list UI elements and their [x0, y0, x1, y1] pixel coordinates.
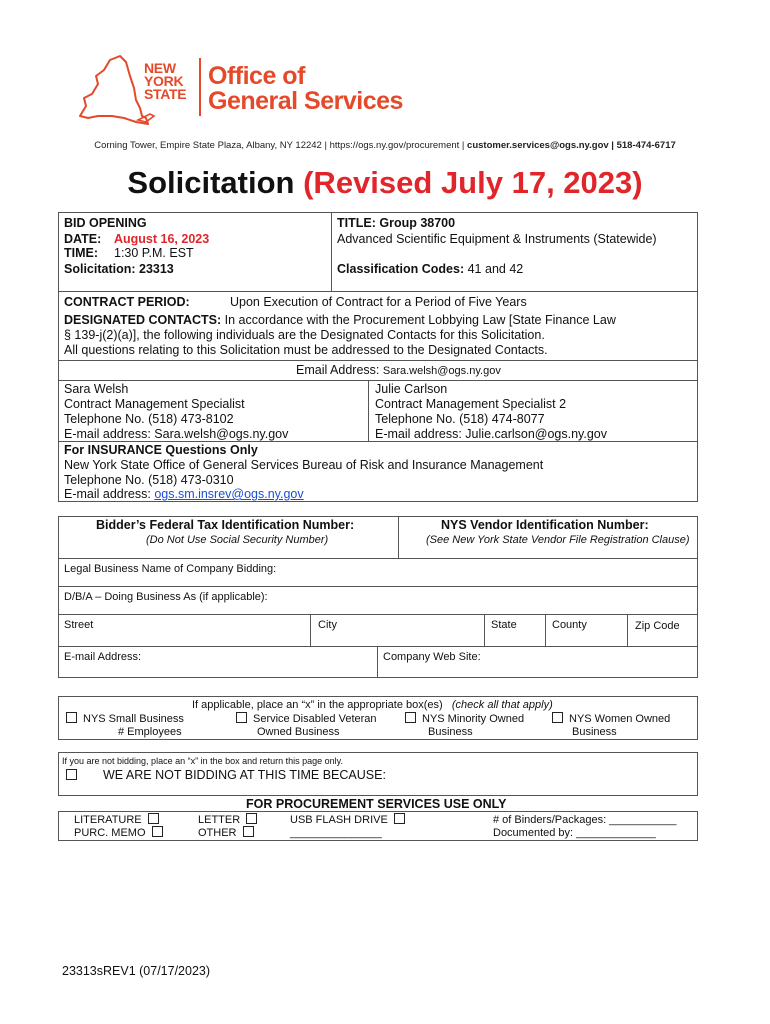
nys-women-owned-checkbox[interactable] — [552, 712, 563, 723]
city-field[interactable]: City — [318, 619, 337, 631]
bid-date-value: August 16, 2023 — [114, 232, 210, 246]
classification-codes: Classification Codes: 41 and 42 — [337, 262, 524, 276]
contract-period-label: CONTRACT PERIOD: — [64, 295, 190, 309]
ogs-logo — [76, 54, 416, 128]
letter-option[interactable]: LETTER — [198, 813, 263, 828]
contract-description: Advanced Scientific Equipment & Instruments (Statewide) — [337, 232, 657, 246]
employees-count-label: # Employees — [118, 726, 182, 738]
street-field[interactable]: Street — [64, 619, 94, 631]
logo-divider — [199, 58, 201, 116]
revised-date: (Revised July 17, 2023) — [303, 165, 643, 200]
new-york-state-wordmark: NEW YORK STATE — [144, 60, 187, 102]
tax-id-label: Bidder’s Federal Tax Identification Number: — [96, 518, 355, 532]
nys-small-business-option[interactable]: NYS Small Business — [66, 712, 184, 727]
insurance-phone: Telephone No. (518) 473-0310 — [64, 473, 234, 487]
nys-women-owned-option[interactable]: NYS Women Owned — [552, 712, 670, 727]
service-disabled-veteran-option[interactable]: Service Disabled Veteran — [236, 712, 377, 727]
contract-title: TITLE: Group 38700 — [337, 216, 456, 230]
vendor-id-label: NYS Vendor Identification Number: — [441, 518, 649, 532]
nys-small-business-checkbox[interactable] — [66, 712, 77, 723]
bid-time-label: TIME: — [64, 246, 99, 260]
contact-line: Corning Tower, Empire State Plaza, Albany, NY 12242 | https://ogs.ny.gov/procurement | customer.services@ogs.ny.gov | 518-474-6717 — [94, 140, 676, 151]
designated-email: Email Address: Sara.welsh@ogs.ny.gov — [296, 363, 501, 377]
zip-code-field[interactable]: Zip Code — [635, 620, 680, 632]
documented-by-field[interactable]: Documented by: _____________ — [493, 827, 656, 839]
vendor-id-note: (See New York State Vendor File Registration Clause) — [426, 534, 690, 546]
contract-period-value: Upon Execution of Contract for a Period of Five Years — [230, 295, 527, 309]
legal-name-field[interactable]: Legal Business Name of Company Bidding: — [64, 563, 277, 575]
other-option[interactable]: OTHER — [198, 826, 260, 841]
usb-flash-drive-option[interactable]: USB FLASH DRIVE — [290, 813, 411, 828]
form-revision-footer: 23313sREV1 (07/17/2023) — [62, 964, 211, 978]
designated-contacts-line1: DESIGNATED CONTACTS: In accordance with the Procurement Lobbying Law [State Finance Law — [64, 313, 616, 327]
bid-opening-heading: BID OPENING — [64, 216, 147, 230]
binders-count-field[interactable]: # of Binders/Packages: ___________ — [493, 814, 677, 826]
insurance-heading: For INSURANCE Questions Only — [64, 443, 258, 457]
usb-blank-line: _______________ — [290, 827, 382, 839]
email-address-field[interactable]: E-mail Address: — [64, 651, 142, 663]
bid-date-label: DATE: — [64, 232, 102, 246]
literature-option[interactable]: LITERATURE — [74, 813, 165, 828]
business-type-instruction: If applicable, place an “x” in the appropriate box(es) (check all that apply) — [192, 699, 553, 711]
page-title: Solicitation (Revised July 17, 2023) — [127, 165, 643, 200]
state-field[interactable]: State — [491, 619, 517, 631]
insurance-bureau: New York State Office of General Services Bureau of Risk and Insurance Management — [64, 458, 544, 472]
purc-memo-checkbox[interactable] — [152, 826, 163, 837]
service-disabled-veteran-checkbox[interactable] — [236, 712, 247, 723]
literature-checkbox[interactable] — [148, 813, 159, 824]
company-website-field[interactable]: Company Web Site: — [383, 651, 481, 663]
purc-memo-option[interactable]: PURC. MEMO — [74, 826, 169, 841]
not-bidding-option[interactable]: WE ARE NOT BIDDING AT THIS TIME BECAUSE: — [66, 768, 386, 783]
other-checkbox[interactable] — [243, 826, 254, 837]
not-bidding-instruction: If you are not bidding, place an “x” in the box and return this page only. — [62, 756, 344, 766]
designated-contacts-line3: All questions relating to this Solicitation must be addressed to the Designated Contacts. — [64, 343, 548, 357]
not-bidding-checkbox[interactable] — [66, 769, 77, 780]
insurance-email: E-mail address: ogs.sm.insrev@ogs.ny.gov — [64, 487, 304, 501]
county-field[interactable]: County — [552, 619, 587, 631]
letter-checkbox[interactable] — [246, 813, 257, 824]
dba-field[interactable]: D/B/A – Doing Business As (if applicable): — [64, 591, 268, 603]
office-wordmark: Office of General Services — [208, 62, 403, 115]
tax-id-note: (Do Not Use Social Security Number) — [146, 534, 329, 546]
nys-minority-owned-option[interactable]: NYS Minority Owned — [405, 712, 524, 727]
bid-time-value: 1:30 P.M. EST — [114, 246, 194, 260]
usb-flash-drive-checkbox[interactable] — [394, 813, 405, 824]
procurement-use-heading: FOR PROCUREMENT SERVICES USE ONLY — [246, 797, 507, 811]
designated-contacts-line2: § 139-j(2)(a)], the following individuals are the Designated Contacts for this Solicitation. — [64, 328, 545, 342]
insurance-email-link[interactable]: ogs.sm.insrev@ogs.ny.gov — [154, 487, 304, 501]
solicitation-number: Solicitation: 23313 — [64, 262, 174, 276]
nys-minority-owned-checkbox[interactable] — [405, 712, 416, 723]
